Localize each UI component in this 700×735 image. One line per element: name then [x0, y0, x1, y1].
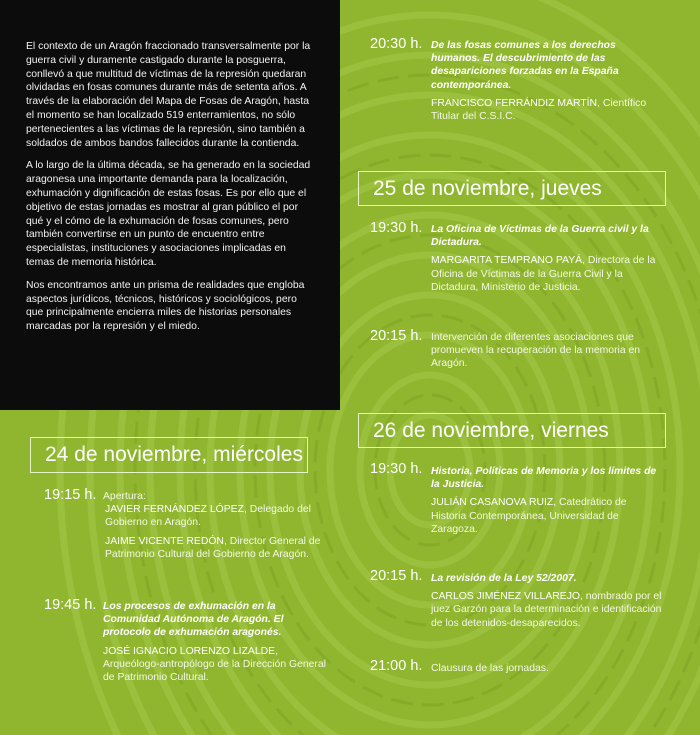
session-text: Clausura de las jornadas.: [431, 663, 549, 674]
session-clausura: [431, 662, 661, 675]
session-asociaciones: [431, 331, 661, 371]
session-procesos-exhumacion: [103, 600, 333, 684]
session-text: Intervención de diferentes asociaciones que promueven la recuperación de la memoria en Aragón.: [431, 332, 641, 370]
time-2030-day24: 20:30 h.: [370, 36, 423, 52]
speaker-role: , Arqueólogo-antropólogo de la Dirección General de Patrimonio Cultural.: [103, 645, 326, 684]
time-1915-day24: 19:15 h.: [44, 487, 97, 503]
time-1930-day25: 19:30 h.: [370, 220, 423, 236]
speaker-role: , Delegado del Gobierno en Aragón.: [105, 504, 311, 529]
speaker-role: , nombrado por el juez Garzón para la determinación e identificación de los detenidos-desaparecidos.: [431, 591, 662, 629]
speaker-role: , Director General de Patrimonio Cultural del Gobierno de Aragón.: [105, 535, 321, 560]
speaker-role: , Directora de la Oficina de Víctimas de la Guerra Civil y la Dictadura, Ministerio de Justicia.: [431, 255, 656, 293]
day-heading-24: 24 de noviembre, miércoles: [30, 437, 308, 473]
session-title: Historia, Políticas de Memoria y los límites de la Justicia.: [431, 466, 657, 491]
time-2015-day26: 20:15 h.: [370, 568, 423, 584]
session-oficina-victimas: [431, 223, 667, 294]
session-apertura: [103, 490, 331, 561]
time-1930-day26: 19:30 h.: [370, 461, 423, 477]
speaker-name: JAIME VICENTE REDÓN: [105, 535, 224, 547]
session-title: De las fosas comunes a los derechos humanos. El descubrimiento de las desapariciones forzadas en la España contemporánea.: [431, 40, 619, 91]
session-title: La revisión de la Ley 52/2007.: [431, 573, 577, 584]
intro-panel: [0, 0, 340, 410]
speaker-role: , Científico Titular del C.S.I.C.: [431, 97, 647, 123]
time-2015-day25: 20:15 h.: [370, 328, 423, 344]
day-heading-26: 26 de noviembre, viernes: [358, 413, 666, 448]
session-de-las-fosas: [431, 39, 661, 123]
time-1945-day24: 19:45 h.: [44, 597, 97, 613]
speaker-role: , Catedrático de Historia Contemporánea, Universidad de Zaragoza.: [431, 497, 627, 535]
session-revision-ley: [431, 572, 667, 630]
speaker-name: MARGARITA TEMPRANO PAYÁ: [431, 255, 583, 267]
intro-paragraph-3: Nos encontramos ante un prisma de realidades que engloba aspectos jurídicos, técnicos, históricos y sociológicos, pero que principalmente encierra miles de historias personales marcadas por la represión y el miedo.: [26, 279, 305, 333]
speaker-name: JOSÉ IGNACIO LORENZO LIZALDE: [103, 645, 276, 657]
speaker-name: JULIÁN CASANOVA RUIZ: [431, 497, 554, 509]
day-heading-25: 25 de noviembre, jueves: [358, 171, 666, 206]
intro-paragraph-2: A lo largo de la última década, se ha generado en la sociedad aragonesa una importante demanda para la localización, exhumación y dignificación de estas fosas. Es por ello que el objetivo de estas jornadas es mostrar al gran público el por qué y el cómo de la exhumación de fosas comunes, pero también convertirse en un punto de encuentro entre especialistas, instituciones y asociaciones implicadas en temas de memoria histórica.: [26, 160, 311, 268]
intro-paragraph-1: El contexto de un Aragón fraccionado transversalmente por la guerra civil y duramente castigado durante la posguerra, conllevó a que multitud de víctimas de la represión quedaran olvidadas en fosas comunes durante más de setenta años. A través de la elaboración del Mapa de Fosas de Aragón, hasta el momento se han localizado 519 enterramientos, no sólo pertenecientes a las víctimas de la represión, sino también a soldados de ambos bandos fallecidos durante la contienda.: [26, 41, 311, 149]
speaker-name: FRANCISCO FERRÁNDIZ MARTÍN: [431, 97, 598, 109]
time-2100-day26: 21:00 h.: [370, 658, 423, 674]
session-title: Los procesos de exhumación en la Comunidad Autónoma de Aragón. El protocolo de exhumación aragonés.: [103, 601, 284, 639]
session-label: Apertura:: [103, 491, 146, 502]
speaker-name: JAVIER FERNÁNDEZ LÓPEZ: [105, 504, 244, 516]
speaker-name: CARLOS JIMÉNEZ VILLAREJO: [431, 591, 580, 603]
session-historia-politicas: [431, 465, 661, 536]
session-title: La Oficina de Víctimas de la Guerra civil y la Dictadura.: [431, 224, 649, 249]
